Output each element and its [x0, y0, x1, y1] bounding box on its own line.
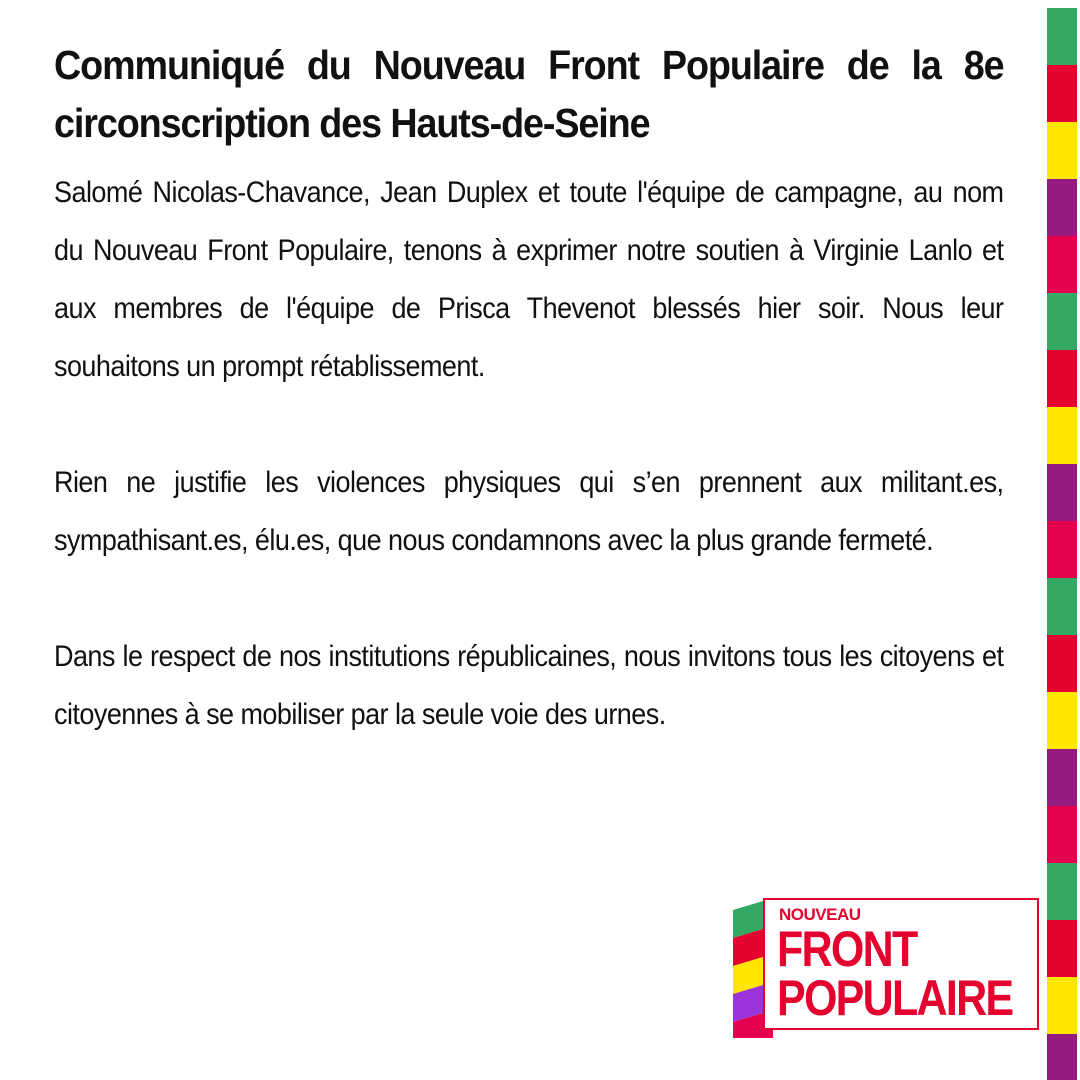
- logo-text-nouveau: NOUVEAU: [779, 905, 861, 924]
- strip-segment: [1047, 521, 1077, 578]
- strip-segment: [1047, 920, 1077, 977]
- logo-text-populaire: POPULAIRE: [777, 970, 1013, 1026]
- paragraph-spacer: [54, 396, 1004, 454]
- strip-segment: [1047, 65, 1077, 122]
- communique-title: Communiqué du Nouveau Front Populaire de la 8e circonscription des Hauts-de-Seine: [54, 42, 1004, 146]
- logo-wordmark-box: [763, 898, 1039, 1030]
- strip-segment: [1047, 806, 1077, 863]
- strip-segment: [1047, 407, 1077, 464]
- paragraph-spacer: [54, 570, 1004, 628]
- strip-segment: [1047, 692, 1077, 749]
- paragraph-support: Salomé Nicolas-Chavance, Jean Duplex et toute l'équipe de campagne, au nom du Nouveau Front Populaire, tenons à exprimer notre soutien à Virginie Lanlo et aux membres de l'équipe de Prisca Thevenot blessés hier soir. Nous leur souhaitons un prompt rétablissement.: [54, 176, 1004, 383]
- strip-segment: [1047, 122, 1077, 179]
- strip-segment: [1047, 236, 1077, 293]
- strip-segment: [1047, 1034, 1077, 1080]
- strip-segment: [1047, 350, 1077, 407]
- decorative-color-strip: [1047, 8, 1077, 1080]
- strip-segment: [1047, 749, 1077, 806]
- strip-segment: [1047, 635, 1077, 692]
- strip-segment: [1047, 179, 1077, 236]
- strip-segment: [1047, 578, 1077, 635]
- strip-segment: [1047, 8, 1077, 65]
- communique-content: [54, 36, 1004, 744]
- nfp-logo: [733, 898, 1039, 1038]
- logo-text-front: FRONT: [777, 921, 917, 977]
- strip-segment: [1047, 977, 1077, 1034]
- strip-segment: [1047, 464, 1077, 521]
- strip-segment: [1047, 863, 1077, 920]
- strip-segment: [1047, 293, 1077, 350]
- paragraph-violence: Rien ne justifie les violences physiques qui s’en prennent aux militant.es, sympathisant.es, élu.es, que nous condamnons avec la plus grande fermeté.: [54, 466, 1004, 557]
- paragraph-vote: Dans le respect de nos institutions républicaines, nous invitons tous les citoyens et citoyennes à se mobiliser par la seule voie des urnes.: [54, 640, 1004, 731]
